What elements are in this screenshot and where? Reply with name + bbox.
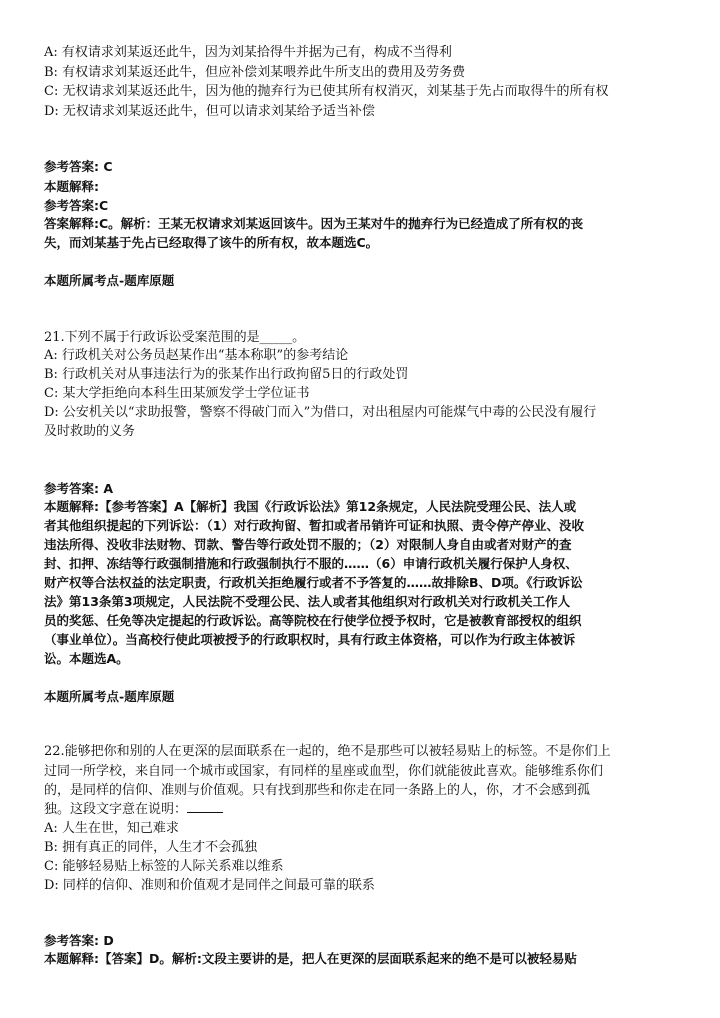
q21-analysis-line: 封、扣押、冻结等行政强制措施和行政强制执行不服的……（6）申请行政机关履行保护人身权、: [44, 556, 578, 571]
q20-analysis-line: 答案解释:C。解析：王某无权请求刘某返回该牛。因为王某对牛的抛弃行为已经造成了所有权的丧: [44, 216, 584, 231]
q21-analysis-line: 违法所得、没收非法财物、罚款、警告等行政处罚不服的；（2）对限制人身自由或者对财产的查: [44, 537, 572, 552]
q21-analysis-line: 者其他组织提起的下列诉讼：（1）对行政拘留、暂扣或者吊销许可证和执照、责令停产停业、没收: [44, 518, 584, 533]
q22-option-a: A: 人生在世，知己难求: [44, 821, 179, 836]
q22-stem-line: 的，是同样的信仰、准则与价值观。只有找到那些和你走在同一条路上的人，你，才不会感到孤: [44, 783, 591, 798]
q20-answer-repeat: 参考答案:C: [44, 198, 109, 213]
q22-stem-line: 22.能够把你和别的人在更深的层面联系在一起的，绝不是那些可以被轻易贴上的标签。不是你们上: [44, 744, 611, 759]
q20-option-a: A: 有权请求刘某返还此牛，因为刘某拾得牛并据为己有，构成不当得利: [44, 45, 452, 60]
q20-source: 本题所属考点-题库原题: [44, 273, 175, 288]
q22-stem-question: [44, 800, 684, 820]
q22-answer: 参考答案: D: [44, 933, 114, 948]
q22-stem-text: 独。这段文字意在说明：: [44, 802, 188, 817]
q21-analysis-line: （事业单位）。当高校行使此项被授予的行政职权时，具有行政主体资格，可以作为行政主体被诉: [44, 632, 576, 647]
q20-explain-label: 本题解释:: [44, 179, 99, 194]
q21-option-b: B: 行政机关对从事违法行为的张某作出行政拘留5日的行政处罚: [44, 367, 409, 382]
q20-analysis-line: 失，而刘某基于先占已经取得了该牛的所有权，故本题选C。: [44, 235, 379, 250]
q21-source: 本题所属考点-题库原题: [44, 689, 175, 704]
q21-analysis-line: 法》第13条第3项规定，人民法院不受理公民、法人或者其他组织对行政机关对行政机关工作人: [44, 594, 571, 609]
q21-analysis-line: 员的奖惩、任免等决定提起的行政诉讼。高等院校在行使学位授予权时，它是被教育部授权的组织: [44, 613, 582, 628]
q21-stem: 21.下列不属于行政诉讼受案范围的是_____。: [44, 330, 306, 345]
q20-option-d: D: 无权请求刘某返还此牛，但可以请求刘某给予适当补偿: [44, 104, 375, 119]
q22-option-c: C: 能够轻易贴上标签的人际关系难以维系: [44, 859, 284, 874]
q21-option-a: A: 行政机关对公务员赵某作出“基本称职”的参考结论: [44, 348, 349, 363]
q22-stem-line: 过同一所学校，来自同一个城市或国家，有同样的星座或血型，你们就能彼此喜欢。能够维系你们: [44, 764, 604, 779]
q21-analysis-line: 财产权等合法权益的法定职责，行政机关拒绝履行或者不予答复的……故排除B、D项。《行政诉讼: [44, 575, 583, 590]
q21-option-c: C: 某大学拒绝向本科生田某颁发学士学位证书: [44, 386, 310, 401]
answer-blank: [187, 800, 223, 813]
q20-answer: 参考答案: C: [44, 159, 113, 174]
q20-option-c: C: 无权请求刘某返还此牛，因为他的抛弃行为已使其所有权消灭，刘某基于先占而取得牛的所有权: [44, 84, 609, 99]
q22-analysis-line: 本题解释:【答案】D。解析:文段主要讲的是，把人在更深的层面联系起来的绝不是可以被轻易贴: [44, 951, 577, 966]
q21-answer: 参考答案: A: [44, 481, 114, 496]
q21-analysis-line: 讼。本题选A。: [44, 651, 129, 666]
q22-option-b: B: 拥有真正的同伴，人生才不会孤独: [44, 840, 258, 855]
q22-option-d: D: 同样的信仰、准则和价值观才是同伴之间最可靠的联系: [44, 878, 375, 893]
q20-option-b: B: 有权请求刘某返还此牛，但应补偿刘某喂养此牛所支出的费用及劳务费: [44, 65, 466, 80]
q21-analysis-line: 本题解释:【参考答案】A【解析】我国《行政诉讼法》第12条规定，人民法院受理公民、法人或: [44, 499, 577, 514]
q21-option-d-cont: 及时救助的义务: [44, 424, 136, 439]
q21-option-d: D: 公安机关以“求助报警，警察不得破门而入”为借口，对出租屋内可能煤气中毒的公民没有履行: [44, 405, 597, 420]
